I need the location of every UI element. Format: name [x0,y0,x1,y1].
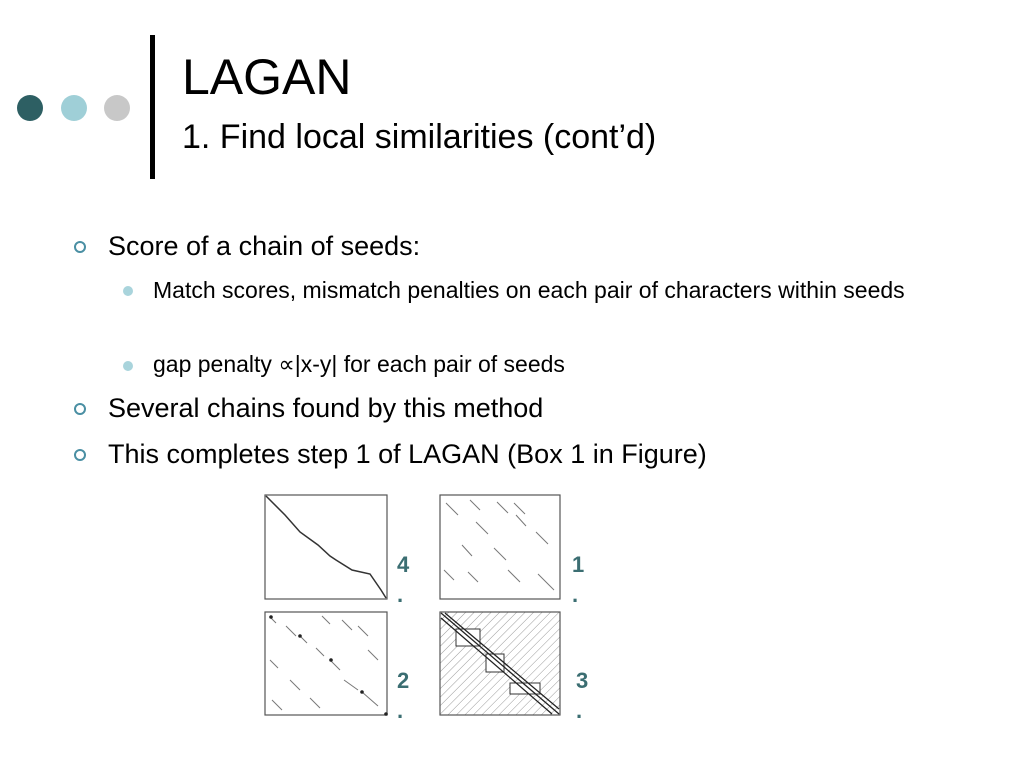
slide-title: LAGAN [182,49,352,105]
sub-bullet-item: gap penalty ∝|x-y| for each pair of seeds [153,351,565,377]
label-number: 4 [397,552,410,577]
slide-subtitle: 1. Find local similarities (cont’d) [182,118,657,156]
label-number: 1 [572,552,585,577]
box-4-panel [265,495,387,599]
label-number: 3 [576,668,589,693]
label-dot: . [572,582,579,607]
figure-label-1 [572,554,584,606]
label-dot: . [397,582,404,607]
box-2-panel [265,612,388,716]
label-number: 2 [397,668,410,693]
figure-label-2 [397,670,409,722]
sub-bullet-item: Match scores, mismatch penalties on each pair of characters within seeds [153,277,905,303]
figure-label-3 [576,670,588,722]
box-1-panel [440,495,560,599]
bullet-item: Score of a chain of seeds: [108,231,421,261]
label-dot: . [397,698,404,723]
figure-label-4 [397,554,409,606]
bullet-item: This completes step 1 of LAGAN (Box 1 in Figure) [108,439,707,469]
label-dot: . [576,698,583,723]
box-3-panel [440,612,560,715]
bullet-item: Several chains found by this method [108,393,544,423]
